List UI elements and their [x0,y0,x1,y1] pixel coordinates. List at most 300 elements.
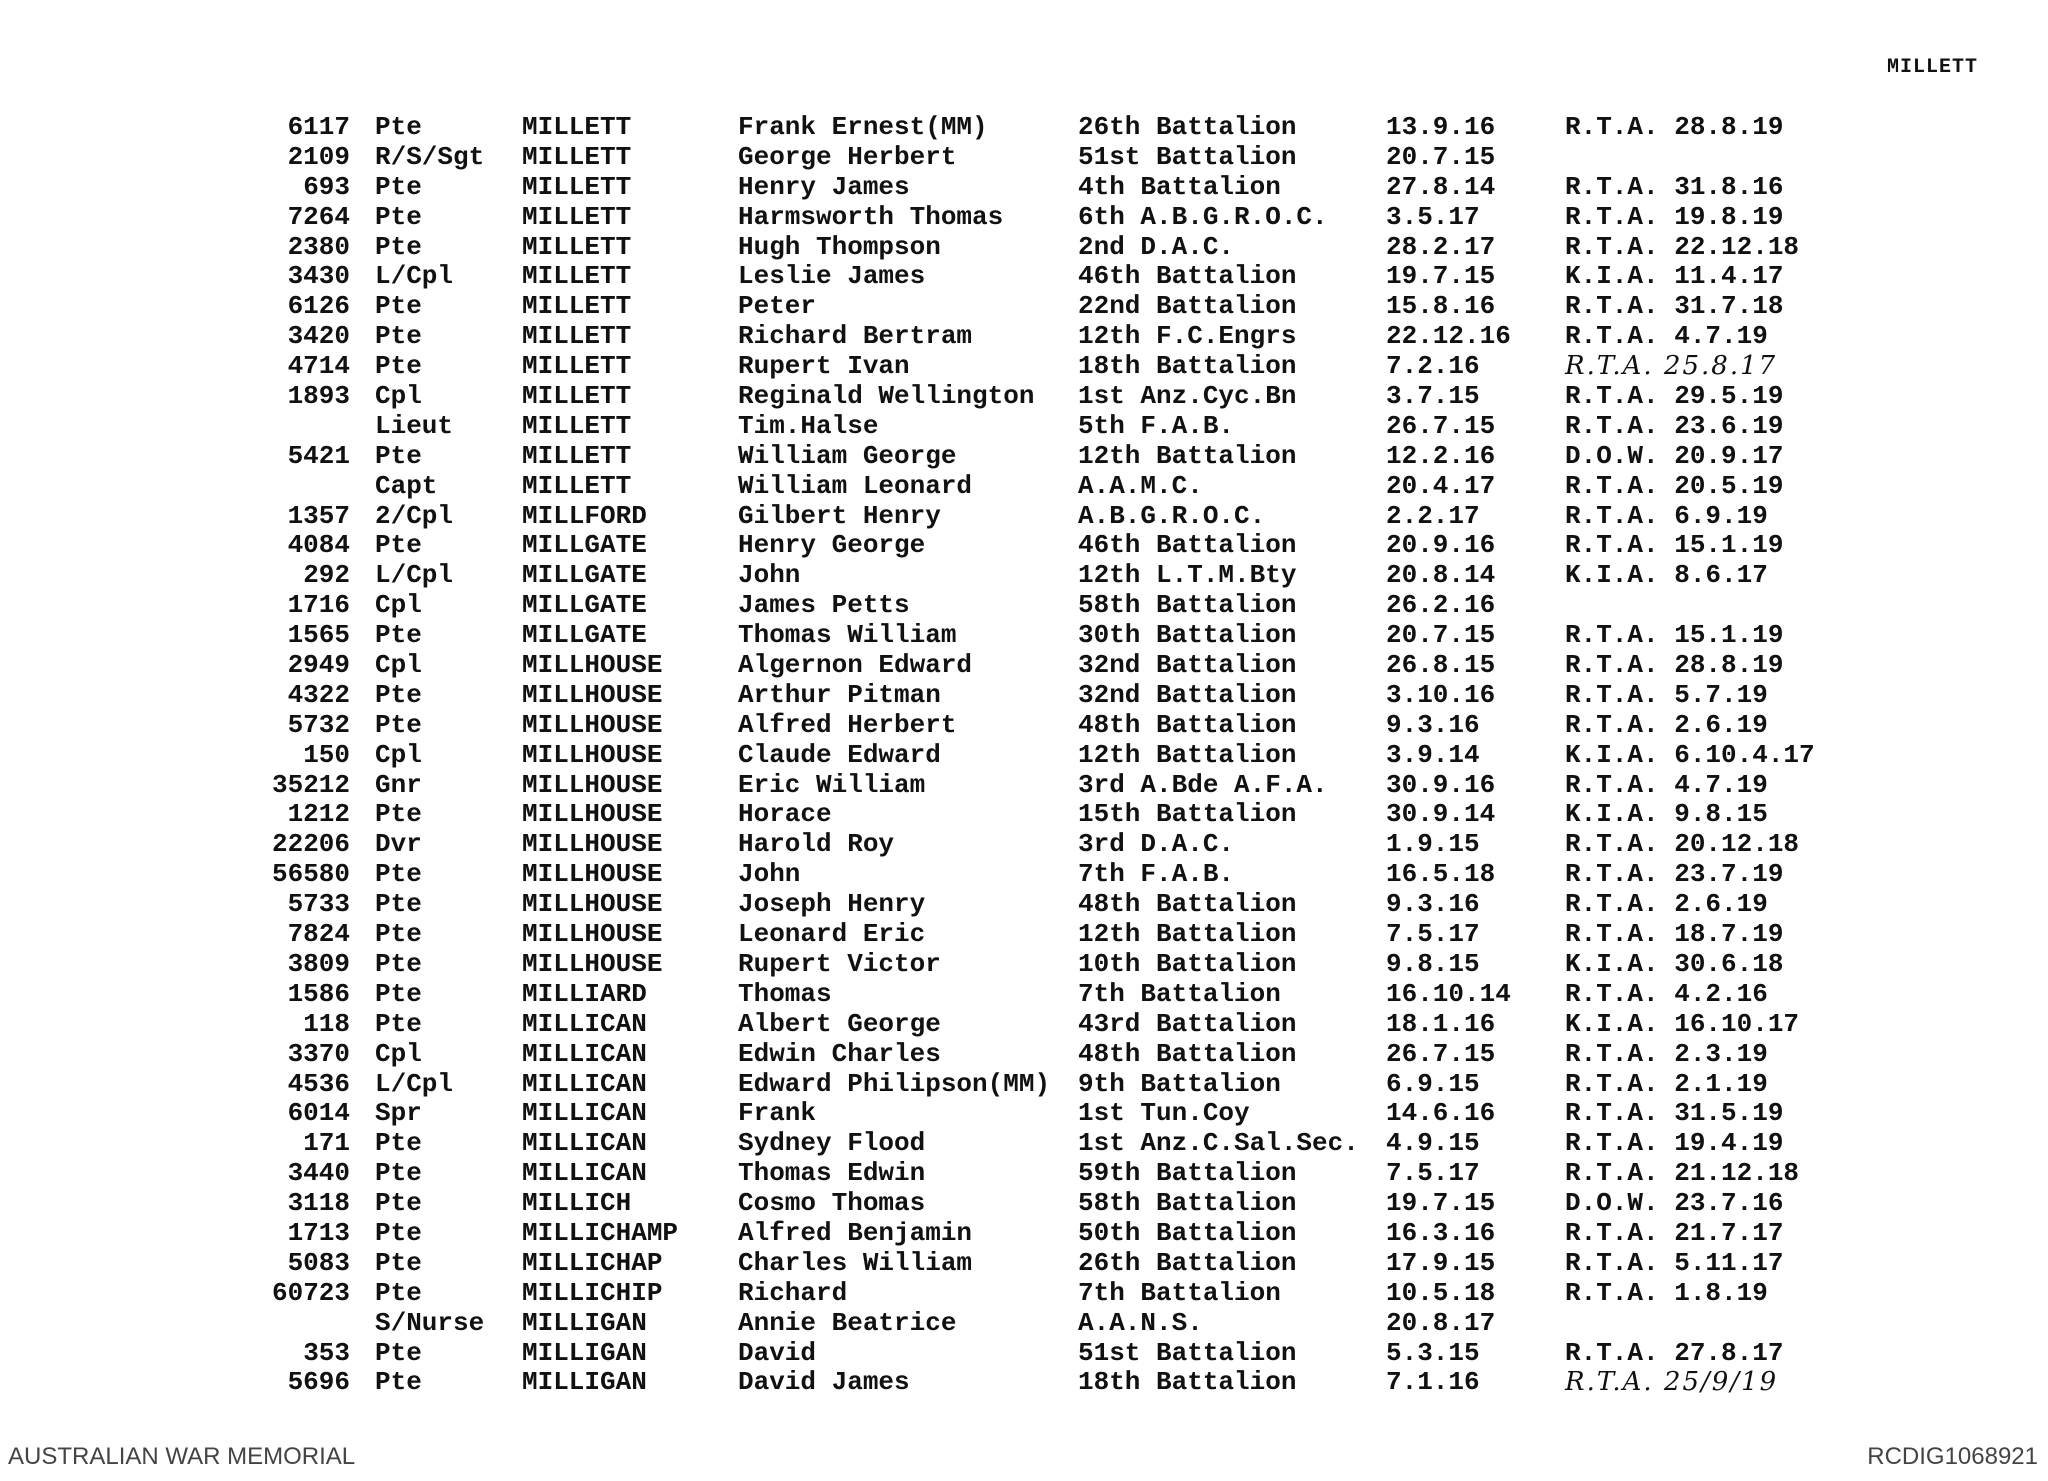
rank: Pte [375,321,422,352]
surname: MILLIGAN [522,1337,647,1368]
enlistment-date: 3.5.17 [1386,201,1480,232]
surname: MILLHOUSE [522,889,663,920]
roll-row [240,590,1890,620]
service-number: 1713 [287,1217,350,1248]
given-names: Cosmo Thomas [738,1188,926,1219]
roll-row [240,261,1890,291]
surname: MILLGATE [522,620,647,651]
unit: 12th Battalion [1078,919,1297,950]
enlistment-date: 18.1.16 [1386,1008,1496,1039]
enlistment-date: 16.10.14 [1386,978,1511,1009]
enlistment-date: 16.5.18 [1386,859,1496,890]
fate: K.I.A. 30.6.18 [1565,948,1784,979]
unit: 1st Tun.Coy [1078,1098,1250,1129]
service-number: 1212 [287,799,350,830]
given-names: Richard [738,1277,848,1308]
given-names: Alfred Benjamin [738,1217,973,1248]
rank: Spr [375,1098,422,1129]
roll-row [240,1248,1890,1278]
surname: MILLETT [522,291,632,322]
given-names: Alfred Herbert [738,709,957,740]
unit: 1st Anz.Cyc.Bn [1078,381,1297,412]
surname: MILLETT [522,381,632,412]
fate: R.T.A. 21.7.17 [1565,1217,1784,1248]
service-number: 1586 [287,978,350,1009]
fate: R.T.A. 23.7.19 [1565,859,1784,890]
given-names: William Leonard [738,470,973,501]
given-names: James Petts [738,590,910,621]
unit: 5th F.A.B. [1078,410,1235,441]
surname: MILLHOUSE [522,799,663,830]
roll-row [240,1218,1890,1248]
surname: MILLIGAN [522,1367,647,1398]
service-number: 3430 [287,261,350,292]
unit: 51st Battalion [1078,141,1297,172]
given-names: Thomas Edwin [738,1158,926,1189]
surname: MILLFORD [522,500,647,531]
service-number: 353 [303,1337,350,1368]
enlistment-date: 22.12.16 [1386,321,1511,352]
given-names: Richard Bertram [738,321,973,352]
enlistment-date: 16.3.16 [1386,1217,1496,1248]
roll-row [240,949,1890,979]
roll-row [240,979,1890,1009]
surname: MILLICAN [522,1128,647,1159]
unit: A.B.G.R.O.C. [1078,500,1266,531]
fate: R.T.A. 27.8.17 [1565,1337,1784,1368]
fate: R.T.A. 22.12.18 [1565,231,1800,262]
unit: 22nd Battalion [1078,291,1297,322]
given-names: Edward Philipson(MM) [738,1068,1051,1099]
fate: R.T.A. 15.1.19 [1565,620,1784,651]
roll-row [240,172,1890,202]
fate: R.T.A. 4.7.19 [1565,769,1768,800]
fate: K.I.A. 8.6.17 [1565,560,1768,591]
enlistment-date: 30.9.16 [1386,769,1496,800]
roll-row [240,560,1890,590]
given-names: Hugh Thompson [738,231,941,262]
rank: L/Cpl [375,560,454,591]
enlistment-date: 30.9.14 [1386,799,1496,830]
rank: Pte [375,709,422,740]
enlistment-date: 7.1.16 [1386,1367,1480,1398]
roll-row [240,471,1890,501]
service-number: 22206 [271,829,350,860]
given-names: Edwin Charles [738,1038,941,1069]
given-names: Algernon Edward [738,650,973,681]
fate: R.T.A. 31.8.16 [1565,171,1784,202]
unit: 2nd D.A.C. [1078,231,1235,262]
rank: Cpl [375,739,422,770]
surname: MILLETT [522,201,632,232]
given-names: Henry James [738,171,910,202]
unit: 7th F.A.B. [1078,859,1235,890]
rank: Cpl [375,590,422,621]
enlistment-date: 3.7.15 [1386,381,1480,412]
service-number: 118 [303,1008,350,1039]
service-number: 6117 [287,112,350,142]
enlistment-date: 7.2.16 [1386,351,1480,382]
surname: MILLETT [522,410,632,441]
rank: Cpl [375,1038,422,1069]
rank: L/Cpl [375,261,454,292]
enlistment-date: 15.8.16 [1386,291,1496,322]
given-names: Reginald Wellington [738,381,1035,412]
unit: 48th Battalion [1078,889,1297,920]
fate: D.O.W. 23.7.16 [1565,1188,1784,1219]
unit: 32nd Battalion [1078,679,1297,710]
surname: MILLICAN [522,1158,647,1189]
roll-row [240,411,1890,441]
surname: MILLHOUSE [522,739,663,770]
rank: Pte [375,1158,422,1189]
unit: 18th Battalion [1078,351,1297,382]
service-number: 2109 [287,141,350,172]
given-names: Harmsworth Thomas [738,201,1004,232]
service-number: 3118 [287,1188,350,1219]
rank: Capt [375,470,438,501]
rank: Pte [375,112,422,142]
enlistment-date: 17.9.15 [1386,1247,1496,1278]
roll-row [240,770,1890,800]
rank: Pte [375,919,422,950]
fate: R.T.A. 5.11.17 [1565,1247,1784,1278]
rank: R/S/Sgt [375,141,485,172]
rank: 2/Cpl [375,500,454,531]
unit: 3rd D.A.C. [1078,829,1235,860]
service-number: 4084 [287,530,350,561]
given-names: Albert George [738,1008,941,1039]
enlistment-date: 12.2.16 [1386,440,1496,471]
enlistment-date: 19.7.15 [1386,261,1496,292]
fate: R.T.A. 28.8.19 [1565,650,1784,681]
roll-row [240,650,1890,680]
page-header: MILLETT [1886,56,1978,79]
rank: S/Nurse [375,1307,485,1338]
surname: MILLHOUSE [522,650,663,681]
roll-row [240,1009,1890,1039]
enlistment-date: 9.3.16 [1386,889,1480,920]
fate: K.I.A. 6.10.4.17 [1565,739,1815,770]
enlistment-date: 5.3.15 [1386,1337,1480,1368]
unit: 32nd Battalion [1078,650,1297,681]
unit: 48th Battalion [1078,709,1297,740]
service-number: 60723 [271,1277,350,1308]
unit: A.A.N.S. [1078,1307,1203,1338]
surname: MILLICHAMP [522,1217,679,1248]
rank: Pte [375,948,422,979]
enlistment-date: 1.9.15 [1386,829,1480,860]
enlistment-date: 9.3.16 [1386,709,1480,740]
unit: 9th Battalion [1078,1068,1281,1099]
service-number: 292 [303,560,350,591]
given-names: Leonard Eric [738,919,926,950]
given-names: David [738,1337,817,1368]
surname: MILLICHAP [522,1247,663,1278]
unit: 48th Battalion [1078,1038,1297,1069]
enlistment-date: 2.2.17 [1386,500,1480,531]
unit: 58th Battalion [1078,1188,1297,1219]
surname: MILLICAN [522,1098,647,1129]
enlistment-date: 19.7.15 [1386,1188,1496,1219]
roll-row [240,530,1890,560]
surname: MILLETT [522,351,632,382]
roll-row [240,202,1890,232]
fate: R.T.A. 25.8.17 [1565,351,1778,382]
fate: K.I.A. 11.4.17 [1565,261,1784,292]
fate: R.T.A. 2.1.19 [1565,1068,1768,1099]
unit: 50th Battalion [1078,1217,1297,1248]
surname: MILLHOUSE [522,859,663,890]
rank: Pte [375,799,422,830]
unit: 59th Battalion [1078,1158,1297,1189]
fate: R.T.A. 2.6.19 [1565,709,1768,740]
given-names: Joseph Henry [738,889,926,920]
unit: 7th Battalion [1078,978,1281,1009]
service-number: 56580 [271,859,350,890]
roll-row [240,859,1890,889]
service-number: 4536 [287,1068,350,1099]
rank: Pte [375,1277,422,1308]
unit: 58th Battalion [1078,590,1297,621]
given-names: George Herbert [738,141,957,172]
roll-row [240,1367,1890,1397]
given-names: Arthur Pitman [738,679,941,710]
rank: Pte [375,440,422,471]
fate: R.T.A. 25/9/19 [1565,1367,1779,1398]
surname: MILLICAN [522,1038,647,1069]
surname: MILLICAN [522,1008,647,1039]
surname: MILLHOUSE [522,919,663,950]
unit: 12th Battalion [1078,739,1297,770]
fate: R.T.A. 2.3.19 [1565,1038,1768,1069]
surname: MILLETT [522,112,632,142]
unit: 18th Battalion [1078,1367,1297,1398]
rank: Pte [375,201,422,232]
footer-source: AUSTRALIAN WAR MEMORIAL [8,1443,356,1470]
unit: 46th Battalion [1078,530,1297,561]
rank: Lieut [375,410,454,441]
roll-row [240,321,1890,351]
surname: MILLETT [522,321,632,352]
enlistment-date: 10.5.18 [1386,1277,1496,1308]
unit: 10th Battalion [1078,948,1297,979]
unit: 46th Battalion [1078,261,1297,292]
rank: Pte [375,1247,422,1278]
rank: L/Cpl [375,1068,454,1099]
roll-row [240,1338,1890,1368]
rank: Pte [375,1367,422,1398]
roll-row [240,1039,1890,1069]
fate: R.T.A. 18.7.19 [1565,919,1784,950]
enlistment-date: 26.7.15 [1386,1038,1496,1069]
unit: 26th Battalion [1078,112,1297,142]
roll-row [240,381,1890,411]
given-names: Rupert Ivan [738,351,910,382]
given-names: Annie Beatrice [738,1307,957,1338]
fate: R.T.A. 29.5.19 [1565,381,1784,412]
enlistment-date: 4.9.15 [1386,1128,1480,1159]
enlistment-date: 9.8.15 [1386,948,1480,979]
service-number: 1357 [287,500,350,531]
enlistment-date: 7.5.17 [1386,919,1480,950]
enlistment-date: 20.4.17 [1386,470,1496,501]
fate: R.T.A. 15.1.19 [1565,530,1784,561]
given-names: Tim.Halse [738,410,879,441]
service-number: 3370 [287,1038,350,1069]
roll-row [240,441,1890,471]
given-names: David James [738,1367,910,1398]
rank: Gnr [375,769,422,800]
unit: 26th Battalion [1078,1247,1297,1278]
unit: 1st Anz.C.Sal.Sec. [1078,1128,1359,1159]
roll-row [240,1158,1890,1188]
enlistment-date: 26.8.15 [1386,650,1496,681]
service-number: 3420 [287,321,350,352]
roll-row [240,1069,1890,1099]
surname: MILLETT [522,470,632,501]
roll-row [240,232,1890,262]
given-names: Frank Ernest(MM) [738,112,988,142]
roll-row [240,620,1890,650]
roll-row [240,710,1890,740]
service-number: 6126 [287,291,350,322]
surname: MILLICAN [522,1068,647,1099]
rank: Pte [375,1188,422,1219]
fate: R.T.A. 19.4.19 [1565,1128,1784,1159]
rank: Cpl [375,381,422,412]
rank: Pte [375,1128,422,1159]
service-number: 5421 [287,440,350,471]
surname: MILLGATE [522,530,647,561]
enlistment-date: 20.7.15 [1386,620,1496,651]
fate: R.T.A. 21.12.18 [1565,1158,1800,1189]
enlistment-date: 28.2.17 [1386,231,1496,262]
given-names: Thomas [738,978,832,1009]
enlistment-date: 26.7.15 [1386,410,1496,441]
service-number: 171 [303,1128,350,1159]
surname: MILLETT [522,440,632,471]
fate: R.T.A. 4.7.19 [1565,321,1768,352]
fate: R.T.A. 2.6.19 [1565,889,1768,920]
rank: Pte [375,620,422,651]
enlistment-date: 20.8.14 [1386,560,1496,591]
unit: 15th Battalion [1078,799,1297,830]
surname: MILLHOUSE [522,769,663,800]
fate: R.T.A. 1.8.19 [1565,1277,1768,1308]
unit: 3rd A.Bde A.F.A. [1078,769,1328,800]
service-number: 1893 [287,381,350,412]
fate: R.T.A. 23.6.19 [1565,410,1784,441]
fate: K.I.A. 9.8.15 [1565,799,1768,830]
enlistment-date: 6.9.15 [1386,1068,1480,1099]
given-names: Thomas William [738,620,957,651]
rank: Pte [375,530,422,561]
enlistment-date: 3.10.16 [1386,679,1496,710]
service-number: 5083 [287,1247,350,1278]
fate: R.T.A. 31.7.18 [1565,291,1784,322]
rank: Pte [375,889,422,920]
surname: MILLICH [522,1188,632,1219]
surname: MILLICHIP [522,1277,663,1308]
fate: K.I.A. 16.10.17 [1565,1008,1800,1039]
given-names: Henry George [738,530,926,561]
service-number: 7824 [287,919,350,950]
service-number: 5732 [287,709,350,740]
surname: MILLHOUSE [522,709,663,740]
enlistment-date: 14.6.16 [1386,1098,1496,1129]
service-number: 2380 [287,231,350,262]
given-names: William George [738,440,957,471]
roll-row [240,1308,1890,1338]
service-number: 6014 [287,1098,350,1129]
roll-row [240,1278,1890,1308]
service-number: 3440 [287,1158,350,1189]
roll-row [240,889,1890,919]
roll-row [240,112,1890,142]
fate: R.T.A. 20.12.18 [1565,829,1800,860]
given-names: Rupert Victor [738,948,941,979]
fate: R.T.A. 19.8.19 [1565,201,1784,232]
fate: R.T.A. 28.8.19 [1565,112,1784,142]
rank: Pte [375,1008,422,1039]
nominal-roll [240,112,1890,1397]
rank: Pte [375,1217,422,1248]
unit: 51st Battalion [1078,1337,1297,1368]
enlistment-date: 7.5.17 [1386,1158,1480,1189]
unit: 6th A.B.G.R.O.C. [1078,201,1328,232]
rank: Pte [375,679,422,710]
fate: D.O.W. 20.9.17 [1565,440,1784,471]
surname: MILLETT [522,171,632,202]
roll-row [240,142,1890,172]
unit: A.A.M.C. [1078,470,1203,501]
unit: 30th Battalion [1078,620,1297,651]
rank: Dvr [375,829,422,860]
rank: Pte [375,231,422,262]
surname: MILLETT [522,231,632,262]
rank: Pte [375,859,422,890]
fate: R.T.A. 4.2.16 [1565,978,1768,1009]
enlistment-date: 13.9.16 [1386,112,1496,142]
unit: 12th L.T.M.Bty [1078,560,1297,591]
fate: R.T.A. 5.7.19 [1565,679,1768,710]
fate: R.T.A. 6.9.19 [1565,500,1768,531]
enlistment-date: 20.7.15 [1386,141,1496,172]
service-number: 150 [303,739,350,770]
service-number: 7264 [287,201,350,232]
given-names: Sydney Flood [738,1128,926,1159]
service-number: 1565 [287,620,350,651]
unit: 12th F.C.Engrs [1078,321,1297,352]
roll-row [240,1128,1890,1158]
rank: Pte [375,1337,422,1368]
surname: MILLIGAN [522,1307,647,1338]
rank: Pte [375,171,422,202]
roll-row [240,501,1890,531]
fate: R.T.A. 20.5.19 [1565,470,1784,501]
unit: 43rd Battalion [1078,1008,1297,1039]
service-number: 2949 [287,650,350,681]
service-number: 35212 [271,769,350,800]
unit: 7th Battalion [1078,1277,1281,1308]
enlistment-date: 3.9.14 [1386,739,1480,770]
surname: MILLGATE [522,590,647,621]
roll-row [240,1098,1890,1128]
given-names: John [738,560,801,591]
service-number: 5696 [287,1367,350,1398]
roll-row [240,1188,1890,1218]
